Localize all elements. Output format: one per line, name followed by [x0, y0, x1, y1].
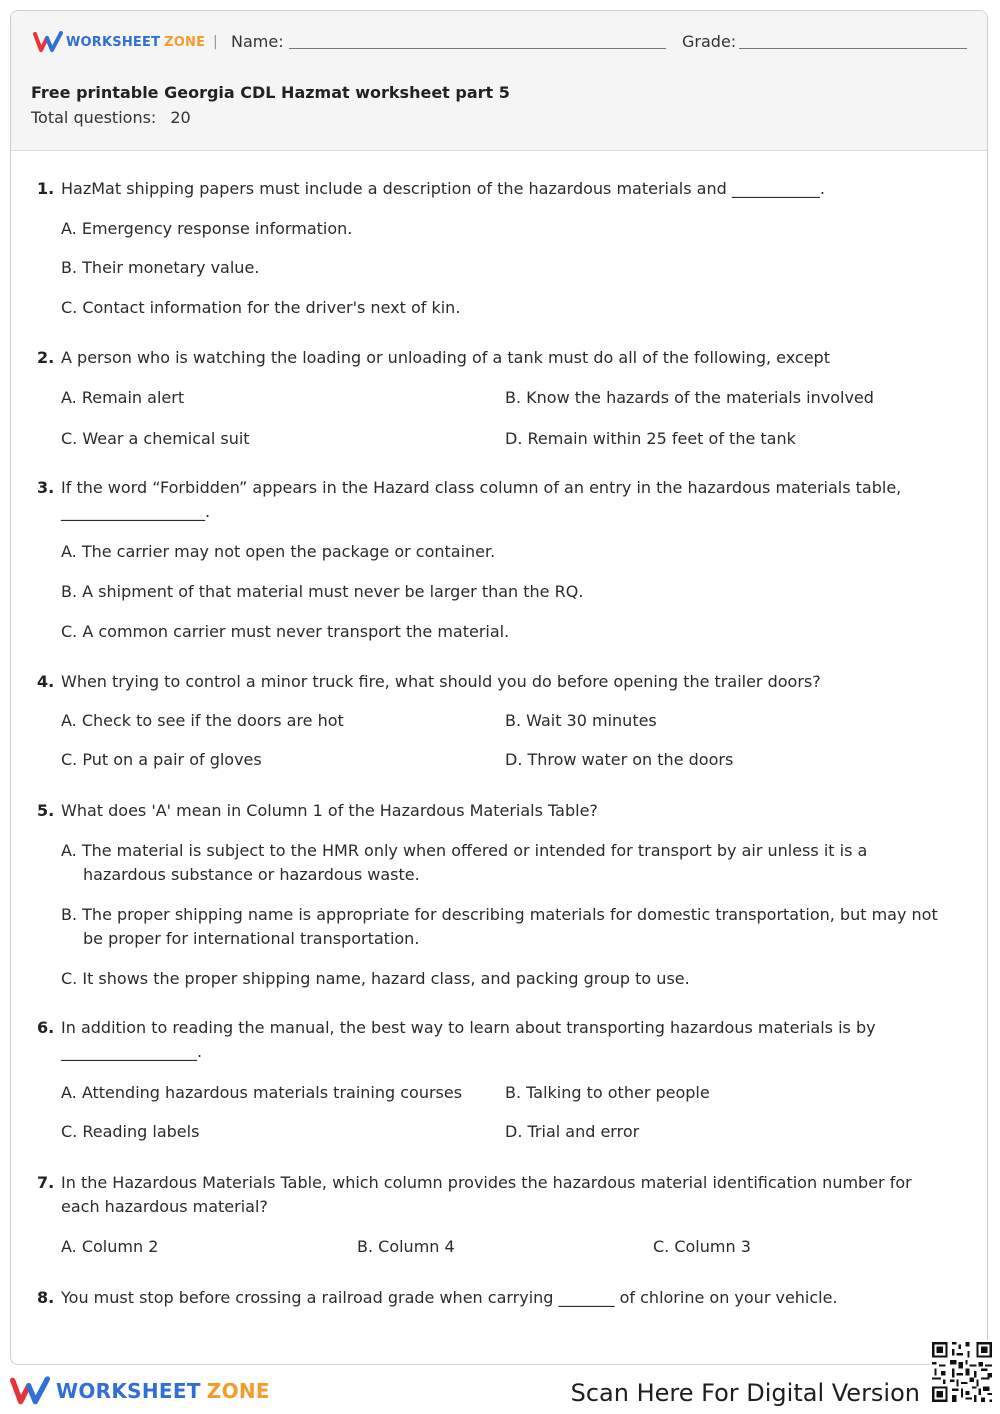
option-c[interactable]: C. Put on a pair of gloves [61, 750, 262, 769]
question-number: 8. [37, 1288, 55, 1307]
brand-word-zone: ZONE [206, 1379, 270, 1403]
option-c-text: C. It shows the proper shipping name, hazard class, and packing group to use. [61, 969, 690, 988]
option-a[interactable]: A. Column 2 [61, 1237, 159, 1256]
option-b[interactable]: B. Know the hazards of the materials involved [505, 388, 874, 407]
scan-instruction: Scan Here For Digital Version [570, 1379, 920, 1407]
question-number: 2. [37, 348, 55, 367]
option-a[interactable]: A. Check to see if the doors are hot [61, 711, 344, 730]
question-text: You must stop before crossing a railroad grade when carrying _______ of chlorine on your vehicle. [61, 1288, 838, 1307]
header-logo [33, 31, 205, 53]
option-b[interactable]: B. Wait 30 minutes [505, 711, 657, 730]
total-questions-label: Total questions: [31, 108, 157, 127]
option-d[interactable]: D. Remain within 25 feet of the tank [505, 429, 796, 448]
option-b[interactable]: B. Column 4 [357, 1237, 455, 1256]
option-a[interactable]: A. Emergency response information. [61, 219, 353, 238]
option-a[interactable]: A. Attending hazardous materials training courses [61, 1083, 463, 1102]
question-text: If the word “Forbidden” appears in the Hazard class column of an entry in the hazardous materials table, __________________. [61, 478, 902, 521]
brand-row [33, 31, 965, 55]
question-text: In the Hazardous Materials Table, which column provides the hazardous material identification number for each hazardous material? [61, 1173, 912, 1216]
brand-word-worksheet: WORKSHEET [66, 34, 161, 50]
option-d[interactable]: D. Throw water on the doors [505, 750, 734, 769]
option-c[interactable]: C. Reading labels [61, 1122, 200, 1141]
question-text: What does 'A' mean in Column 1 of the Hazardous Materials Table? [61, 801, 598, 820]
total-questions-value: 20 [170, 108, 191, 127]
option-a[interactable]: A. Remain alert [61, 388, 185, 407]
total-questions [31, 108, 191, 127]
question-number: 3. [37, 478, 55, 497]
option-b-text: B. The proper shipping name is appropriate for describing materials for domestic transportation, but may not be proper for international transportation. [61, 905, 938, 948]
brand-word-zone: ZONE [164, 34, 206, 50]
question-text: A person who is watching the loading or unloading of a tank must do all of the following, except [61, 348, 830, 367]
worksheet-title: Free printable Georgia CDL Hazmat worksheet part 5 [31, 83, 510, 102]
option-b[interactable] [61, 903, 941, 951]
option-c[interactable] [61, 967, 941, 991]
option-a[interactable] [61, 839, 941, 887]
worksheet-sheet [10, 10, 988, 1365]
option-c[interactable]: C. A common carrier must never transport the material. [61, 622, 510, 641]
name-label: Name: [231, 32, 284, 51]
option-a[interactable]: A. The carrier may not open the package or container. [61, 542, 496, 561]
name-field[interactable] [289, 48, 666, 49]
option-b[interactable]: B. A shipment of that material must never be larger than the RQ. [61, 582, 584, 601]
question-text: HazMat shipping papers must include a description of the hazardous materials and ___________. [61, 179, 825, 198]
question-number: 1. [37, 179, 55, 198]
header-separator: | [213, 34, 218, 50]
question-number: 4. [37, 672, 55, 691]
option-b[interactable]: B. Their monetary value. [61, 258, 260, 277]
grade-field[interactable] [739, 48, 967, 49]
option-b[interactable]: B. Talking to other people [505, 1083, 710, 1102]
option-c[interactable]: C. Wear a chemical suit [61, 429, 250, 448]
option-c[interactable]: C. Column 3 [653, 1237, 751, 1256]
question-text: When trying to control a minor truck fire, what should you do before opening the trailer doors? [61, 672, 821, 691]
question-number: 7. [37, 1173, 55, 1192]
question-number: 5. [37, 801, 55, 820]
option-c[interactable]: C. Contact information for the driver's next of kin. [61, 298, 461, 317]
qr-code-icon[interactable] [930, 1340, 994, 1404]
worksheetzone-logo-icon [33, 31, 63, 53]
option-a-text: A. The material is subject to the HMR only when offered or intended for transport by air unless it is a hazardous substance or hazardous waste. [61, 841, 868, 884]
page-footer [0, 1366, 1000, 1414]
worksheet-header [11, 11, 987, 151]
question-text: In addition to reading the manual, the best way to learn about transporting hazardous materials is by _________________. [61, 1018, 876, 1061]
header-brand-text [66, 35, 205, 50]
question-number: 6. [37, 1018, 55, 1037]
footer-logo [10, 1376, 270, 1406]
grade-label: Grade: [682, 32, 737, 51]
brand-word-worksheet: WORKSHEET [56, 1379, 201, 1403]
worksheetzone-logo-icon [10, 1376, 50, 1406]
option-d[interactable]: D. Trial and error [505, 1122, 640, 1141]
footer-brand-text [56, 1379, 270, 1403]
